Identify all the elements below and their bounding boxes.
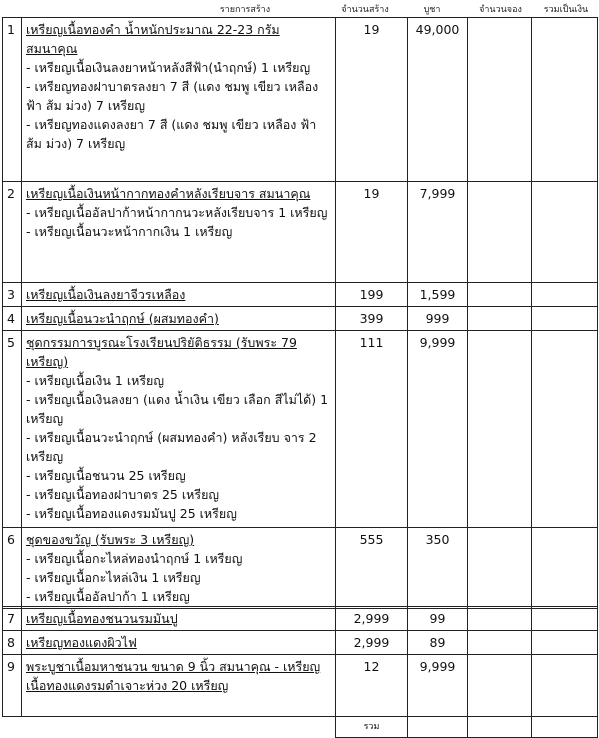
sum-total-cell[interactable] [532, 717, 598, 738]
quantity-value: 199 [336, 283, 408, 307]
row-total-cell[interactable] [532, 18, 598, 182]
item-detail-line: - เหรียญเนื้อกะไหล่เงิน 1 เหรียญ [26, 570, 201, 585]
quantity-value: 19 [336, 18, 408, 182]
table-row [3, 331, 598, 528]
reserve-quantity-cell[interactable] [468, 18, 532, 182]
item-detail-line: - เหรียญเนื้อชนวน 25 เหรียญ [26, 468, 186, 483]
sum-label: รวม [336, 717, 408, 738]
header-qty: จำนวนสร้าง [341, 5, 389, 15]
table-row [3, 182, 598, 283]
quantity-value: 399 [336, 307, 408, 331]
price-value: 1,599 [408, 283, 468, 307]
item-description [22, 631, 336, 655]
item-title: ชุดกรรมการบูรณะโรงเรียนปริยัติธรรม (รับพระ 79 เหรียญ) [26, 335, 297, 369]
item-description [22, 655, 336, 717]
row-total-cell[interactable] [532, 283, 598, 307]
order-table-extra [2, 606, 598, 738]
item-description [22, 528, 336, 609]
price-value: 9,999 [408, 655, 468, 717]
table-row [3, 528, 598, 609]
item-detail-line: - เหรียญเนื้ออัลปาก้า 1 เหรียญ [26, 589, 190, 604]
item-description [22, 607, 336, 631]
row-number: 9 [3, 655, 22, 717]
row-total-cell[interactable] [532, 331, 598, 528]
header-price: บูชา [423, 5, 441, 15]
item-description [22, 283, 336, 307]
price-value: 99 [408, 607, 468, 631]
item-description [22, 18, 336, 182]
price-value: 999 [408, 307, 468, 331]
item-detail-line: - เหรียญเนื้อนวะหน้ากากเงิน 1 เหรียญ [26, 224, 233, 239]
row-total-cell[interactable] [532, 528, 598, 609]
quantity-value: 2,999 [336, 607, 408, 631]
row-number: 5 [3, 331, 22, 528]
quantity-value: 19 [336, 182, 408, 283]
item-title: เหรียญเนื้อเงินลงยาจีวรเหลือง [26, 287, 186, 302]
row-number: 4 [3, 307, 22, 331]
table-row [3, 283, 598, 307]
order-table-main [2, 17, 598, 609]
reserve-quantity-cell[interactable] [468, 182, 532, 283]
item-title: เหรียญเนื้อเงินหน้ากากทองคำหลังเรียบจาร สมนาคุณ [26, 186, 311, 201]
item-detail-line: - เหรียญเนื้อทองฝาบาตร 25 เหรียญ [26, 487, 220, 502]
item-detail-line: - เหรียญเนื้ออัลปาก้าหน้ากากนวะหลังเรียบจาร 1 เหรียญ [26, 205, 328, 220]
sum-row [3, 717, 598, 738]
row-total-cell[interactable] [532, 631, 598, 655]
row-total-cell[interactable] [532, 307, 598, 331]
header-item: รายการสร้าง [219, 5, 271, 15]
item-detail-line: - เหรียญเนื้อเงิน 1 เหรียญ [26, 373, 165, 388]
item-description [22, 307, 336, 331]
price-value: 7,999 [408, 182, 468, 283]
item-detail-line: - เหรียญเนื้อทองแดงรมมันปู 25 เหรียญ [26, 506, 237, 521]
table-row [3, 655, 598, 717]
item-description [22, 331, 336, 528]
price-value: 9,999 [408, 331, 468, 528]
quantity-value: 12 [336, 655, 408, 717]
item-title: เหรียญเนื้อทองชนวนรมมันปู [26, 611, 178, 626]
reserve-quantity-cell[interactable] [468, 283, 532, 307]
row-number: 2 [3, 182, 22, 283]
quantity-value: 2,999 [336, 631, 408, 655]
table-row [3, 607, 598, 631]
row-total-cell[interactable] [532, 655, 598, 717]
quantity-value: 111 [336, 331, 408, 528]
table-row [3, 307, 598, 331]
reserve-quantity-cell[interactable] [468, 655, 532, 717]
item-title: เหรียญเนื้อนวะนำฤกษ์ (ผสมทองคำ) [26, 311, 219, 326]
price-value: 89 [408, 631, 468, 655]
row-number: 1 [3, 18, 22, 182]
item-title: เหรียญทองแดงผิวไฟ [26, 635, 137, 650]
item-description [22, 182, 336, 283]
sum-price-cell [408, 717, 468, 738]
table-row [3, 631, 598, 655]
sum-reserve-cell [468, 717, 532, 738]
price-value: 49,000 [408, 18, 468, 182]
row-total-cell[interactable] [532, 607, 598, 631]
item-detail-line: - เหรียญทองฝาบาตรลงยา 7 สี (แดง ชมพู เขียว เหลือง ฟ้า ส้ม ม่วง) 7 เหรียญ [26, 79, 319, 113]
reserve-quantity-cell[interactable] [468, 307, 532, 331]
item-detail-line: - เหรียญเนื้อกะไหล่ทองนำฤกษ์ 1 เหรียญ [26, 551, 243, 566]
price-value: 350 [408, 528, 468, 609]
header-total: รวมเป็นเงิน [543, 5, 589, 15]
item-title: เหรียญเนื้อทองคำ น้ำหนักประมาณ 22-23 กรัม สมนาคุณ [26, 22, 280, 56]
item-title: ชุดของขวัญ (รับพระ 3 เหรียญ) [26, 532, 195, 547]
row-number: 6 [3, 528, 22, 609]
row-number: 3 [3, 283, 22, 307]
table-row [3, 18, 598, 182]
reserve-quantity-cell[interactable] [468, 631, 532, 655]
item-title: พระบูชาเนื้อมหาชนวน ขนาด 9 นิ้ว สมนาคุณ - เหรียญเนื้อทองแดงรมดำเจาะห่วง 20 เหรียญ [26, 659, 321, 693]
row-total-cell[interactable] [532, 182, 598, 283]
quantity-value: 555 [336, 528, 408, 609]
reserve-quantity-cell[interactable] [468, 607, 532, 631]
reserve-quantity-cell[interactable] [468, 331, 532, 528]
item-detail-line: - เหรียญทองแดงลงยา 7 สี (แดง ชมพู เขียว เหลือง ฟ้า ส้ม ม่วง) 7 เหรียญ [26, 117, 317, 151]
reserve-quantity-cell[interactable] [468, 528, 532, 609]
item-detail-line: - เหรียญเนื้อเงินลงยาหน้าหลังสีฟ้า(นำฤกษ์) 1 เหรียญ [26, 60, 311, 75]
item-detail-line: - เหรียญเนื้อเงินลงยา (แดง น้ำเงิน เขียว เลือก สีไม่ได้) 1 เหรียญ [26, 392, 329, 426]
header-reserve: จำนวนจอง [479, 5, 522, 15]
row-number: 8 [3, 631, 22, 655]
row-number: 7 [3, 607, 22, 631]
item-detail-line: - เหรียญเนื้อนวะนำฤกษ์ (ผสมทองคำ) หลังเรียบ จาร 2 เหรียญ [26, 430, 317, 464]
